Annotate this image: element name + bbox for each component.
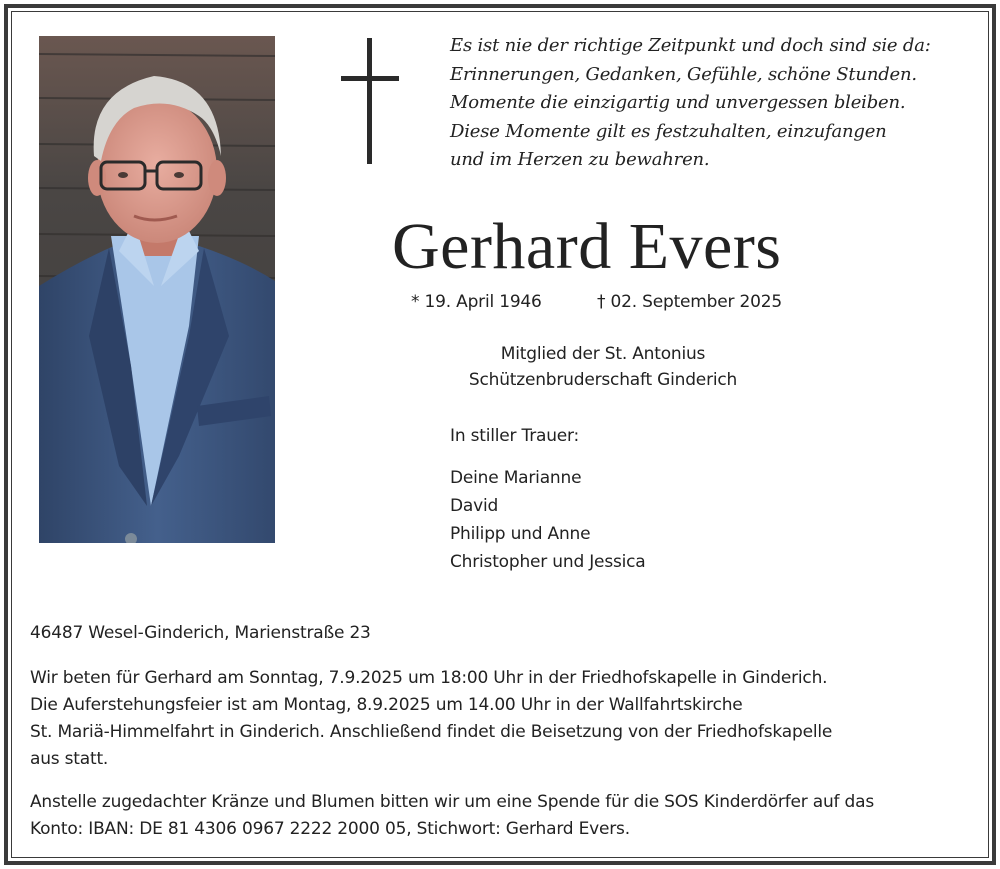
poem-line: Momente die einzigartig und unvergessen bleiben. [450,92,906,113]
birth-date: * 19. April 1946 [411,292,542,312]
service-line: aus statt. [30,749,109,769]
mourning-heading: In stiller Trauer: [450,426,580,446]
deceased-name: Gerhard Evers [392,210,782,283]
membership-note [400,341,806,393]
poem-line: und im Herzen zu bewahren. [450,149,710,170]
cross-icon [341,38,399,164]
mourners-list [450,465,646,577]
mourner-name: Philipp und Anne [450,524,591,544]
service-line: Wir beten für Gerhard am Sonntag, 7.9.2025 um 18:00 Uhr in der Friedhofskapelle in Ginderich. [30,668,828,688]
service-line: Die Auferstehungsfeier ist am Montag, 8.9.2025 um 14.00 Uhr in der Wallfahrtskirche [30,695,743,715]
donation-line: Konto: IBAN: DE 81 4306 0967 2222 2000 05, Stichwort: Gerhard Evers. [30,819,630,839]
service-info [30,665,832,773]
membership-line: Mitglied der St. Antonius [500,344,706,364]
donation-line: Anstelle zugedachter Kränze und Blumen bitten wir um eine Spende für die SOS Kinderdörfer auf das [30,792,874,812]
death-date: † 02. September 2025 [597,292,782,312]
mourner-name: Christopher und Jessica [450,552,646,572]
poem-line: Diese Momente gilt es festzuhalten, einzufangen [450,120,887,142]
donation-info [30,789,874,843]
membership-line: Schützenbruderschaft Ginderich [468,370,738,390]
portrait-photo [39,36,275,543]
mourner-name: David [450,496,499,516]
service-line: St. Mariä-Himmelfahrt in Ginderich. Anschließend findet die Beisetzung von der Friedhofskapelle [30,722,833,742]
poem-line: Erinnerungen, Gedanken, Gefühle, schöne Stunden. [450,63,917,85]
family-address: 46487 Wesel-Ginderich, Marienstraße 23 [30,623,371,643]
poem-line: Es ist nie der richtige Zeitpunkt und doch sind sie da: [450,35,931,56]
mourner-name: Deine Marianne [450,468,582,488]
memorial-poem [450,32,931,175]
